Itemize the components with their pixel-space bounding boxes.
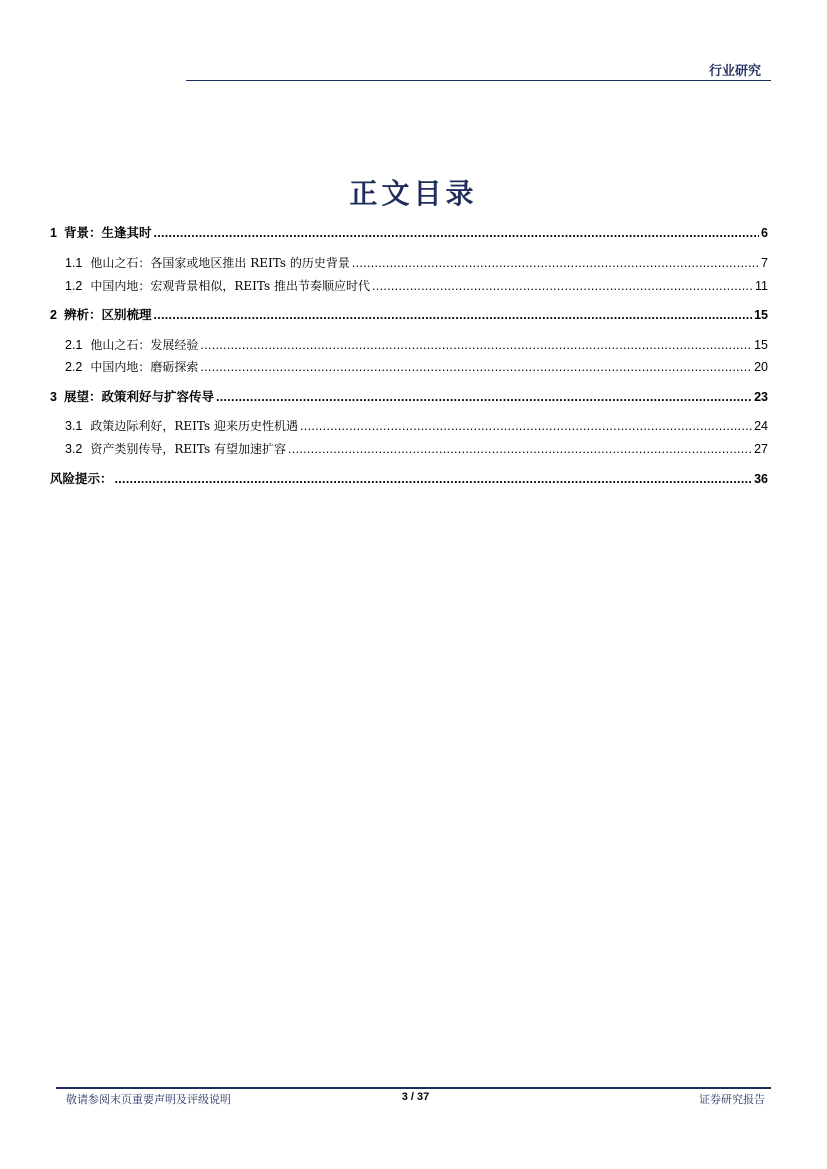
toc-entry-number: 1 bbox=[50, 226, 57, 240]
toc-entry-text: 风险提示： bbox=[50, 471, 113, 486]
toc-leader-dots bbox=[200, 336, 752, 354]
toc-entry-page: 15 bbox=[754, 338, 768, 352]
toc-entry-text: 政策边际利好，REITs 迎来历史性机遇 bbox=[90, 419, 299, 433]
toc-entry-page: 11 bbox=[755, 279, 768, 293]
footer-disclaimer: 敬请参阅末页重要声明及评级说明 bbox=[66, 1093, 231, 1106]
toc-title: 正文目录 bbox=[349, 177, 478, 210]
toc-entry-number: 2.1 bbox=[65, 338, 83, 352]
toc-entry-page: 7 bbox=[761, 256, 768, 270]
page-number: 3 / 37 bbox=[401, 1091, 430, 1103]
toc-leader-dots bbox=[115, 470, 753, 488]
toc-entry-text: 背景：生逢其时 bbox=[63, 225, 152, 240]
toc-leader-dots bbox=[352, 254, 759, 272]
header-divider bbox=[186, 80, 771, 81]
toc-leader-dots bbox=[372, 277, 753, 295]
toc-leader-dots bbox=[153, 224, 759, 242]
toc-entry-2[interactable] bbox=[50, 306, 768, 324]
toc-entry-page: 20 bbox=[754, 360, 768, 374]
header-section-label: 行业研究 bbox=[708, 64, 761, 79]
toc-entry-3[interactable] bbox=[50, 388, 768, 406]
toc-entry-1[interactable] bbox=[50, 224, 768, 242]
toc-entry-page: 6 bbox=[761, 226, 768, 240]
toc-entry-number: 2.2 bbox=[65, 360, 83, 374]
toc-entry-text: 他山之石：各国家或地区推出 REITs 的历史背景 bbox=[90, 256, 350, 270]
toc-leader-dots bbox=[300, 417, 752, 435]
toc-entry-number: 2 bbox=[50, 308, 57, 322]
toc-entry-text: 他山之石：发展经验 bbox=[90, 338, 199, 352]
toc-entry-text: 资产类别传导，REITs 有望加速扩容 bbox=[90, 442, 287, 456]
toc-entry-page: 36 bbox=[754, 472, 768, 486]
toc-entry-page: 15 bbox=[754, 308, 768, 322]
toc-entry-text: 中国内地：磨砺探索 bbox=[90, 360, 199, 374]
toc-entry-text: 辨析：区别梳理 bbox=[63, 307, 152, 322]
toc-entry-number: 1.1 bbox=[65, 256, 83, 270]
toc-entry-number: 3 bbox=[50, 390, 57, 404]
toc-entry-risk[interactable] bbox=[50, 470, 768, 488]
toc-entry-page: 27 bbox=[754, 442, 768, 456]
toc-entry-text: 中国内地：宏观背景相似，REITs 推出节奏顺应时代 bbox=[90, 279, 371, 293]
toc-entry-3-1[interactable] bbox=[50, 417, 768, 435]
toc-entry-number: 3.2 bbox=[65, 442, 83, 456]
toc-entry-2-2[interactable] bbox=[50, 358, 768, 376]
toc-entry-page: 23 bbox=[754, 390, 768, 404]
toc-entry-1-1[interactable] bbox=[50, 254, 768, 272]
toc-entry-text: 展望：政策利好与扩容传导 bbox=[63, 389, 214, 404]
footer-divider bbox=[56, 1087, 771, 1089]
toc-leader-dots bbox=[200, 358, 752, 376]
toc-leader-dots bbox=[288, 440, 752, 458]
toc-entry-number: 1.2 bbox=[65, 279, 83, 293]
toc-leader-dots bbox=[216, 388, 752, 406]
toc-leader-dots bbox=[153, 306, 752, 324]
footer-report-type: 证券研究报告 bbox=[699, 1093, 765, 1106]
toc-entry-3-2[interactable] bbox=[50, 440, 768, 458]
toc-entry-2-1[interactable] bbox=[50, 336, 768, 354]
toc-entry-number: 3.1 bbox=[65, 419, 83, 433]
toc-entry-page: 24 bbox=[754, 419, 768, 433]
toc-entry-1-2[interactable] bbox=[50, 277, 768, 295]
